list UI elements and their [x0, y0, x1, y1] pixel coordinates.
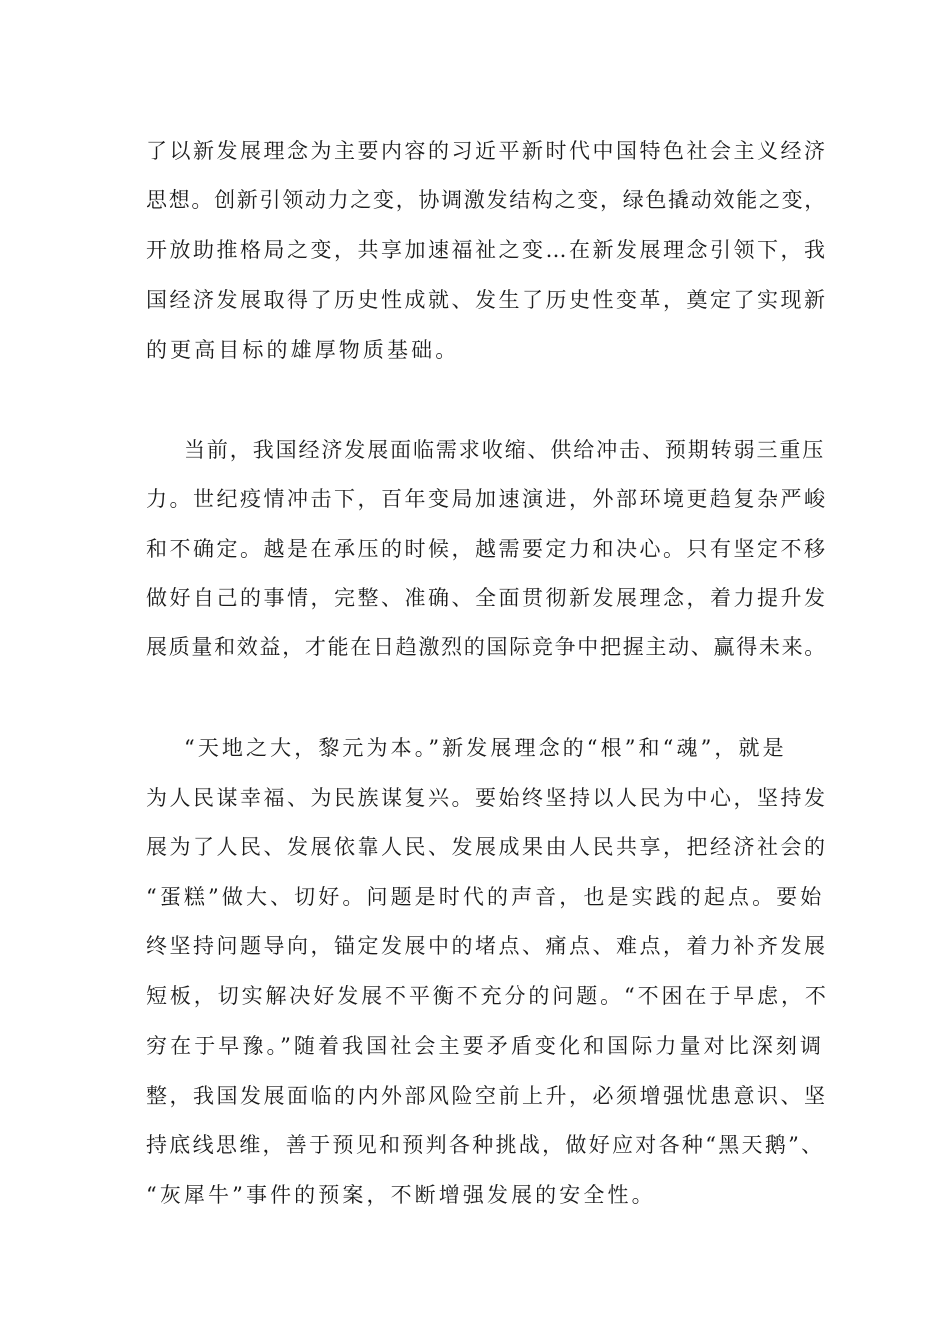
text-line: 穷在于早豫。”随着我国社会主要矛盾变化和国际力量对比深刻调 [146, 1034, 825, 1058]
text-line: 做好自己的事情，完整、准确、全面贯彻新发展理念，着力提升发 [146, 586, 828, 610]
text-line: “天地之大，黎元为本。”新发展理念的“根”和“魂”，就是 [184, 736, 787, 760]
text-line: 力。世纪疫情冲击下，百年变局加速演进，外部环境更趋复杂严峻 [146, 487, 828, 511]
text-line: 国经济发展取得了历史性成就、发生了历史性变革，奠定了实现新 [146, 288, 828, 312]
text-line: 展质量和效益，才能在日趋激烈的国际竞争中把握主动、赢得未来。 [146, 635, 827, 659]
text-line: 展为了人民、发展依靠人民、发展成果由人民共享，把经济社会的 [146, 835, 828, 859]
text-line: “蛋糕”做大、切好。问题是时代的声音，也是实践的起点。要始 [146, 885, 825, 909]
text-line: 和不确定。越是在承压的时候，越需要定力和决心。只有坚定不移 [146, 537, 828, 561]
text-line: “灰犀牛”事件的预案，不断增强发展的安全性。 [146, 1183, 656, 1207]
text-line: 开放助推格局之变，共享加速福祉之变…在新发展理念引领下，我 [146, 238, 828, 262]
text-line: 终坚持问题导向，锚定发展中的堵点、痛点、难点，着力补齐发展 [146, 934, 828, 958]
text-line: 持底线思维，善于预见和预判各种挑战，做好应对各种“黑天鹅”、 [146, 1133, 825, 1157]
text-line: 整，我国发展面临的内外部风险空前上升，必须增强忧患意识、坚 [146, 1084, 828, 1108]
text-line: 了以新发展理念为主要内容的习近平新时代中国特色社会主义经济 [146, 139, 828, 163]
text-line: 思想。创新引领动力之变，协调激发结构之变，绿色撬动效能之变， [146, 188, 827, 212]
text-line: 当前，我国经济发展面临需求收缩、供给冲击、预期转弱三重压 [184, 438, 826, 462]
text-line: 为人民谋幸福、为民族谋复兴。要始终坚持以人民为中心，坚持发 [146, 786, 828, 810]
text-line: 短板，切实解决好发展不平衡不充分的问题。“不困在于早虑，不 [146, 984, 829, 1008]
text-line: 的更高目标的雄厚物质基础。 [146, 338, 460, 362]
